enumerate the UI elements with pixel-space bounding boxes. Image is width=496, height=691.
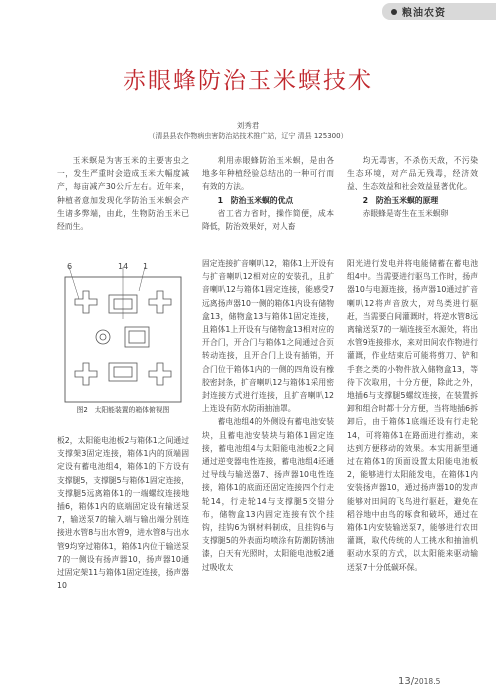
paragraph: 利用赤眼蜂防治玉米螟，是由各地多年种植经验总结出的一种可行而有效的方法。 <box>202 156 334 192</box>
column-bottom-left <box>57 434 189 592</box>
figure-label-1: 1 <box>143 262 149 271</box>
author: 刘秀君 <box>236 121 260 130</box>
article-title: 赤眼蜂防治玉米螟技术 <box>123 68 373 94</box>
column-top-middle <box>202 154 334 233</box>
figure-label-14: 14 <box>118 262 129 271</box>
column-bottom-right <box>347 257 478 574</box>
column-bottom-middle <box>202 257 334 574</box>
paragraph: 省工省力省时，操作简便，成本降低，防治效果好，对人畜 <box>202 208 334 232</box>
column-top-left <box>57 154 189 233</box>
figure-label-6: 6 <box>67 262 73 271</box>
paragraph: 阳光进行发电并将电能储蓄在蓄电池组4中。当需要进行驱鸟工作时，扬声器10与电源连接，扬声器10通过扩音喇叭12将声音放大，对鸟类进行驱赶，当需要白间灌溉时，将逆水管8远离输送泵7的一端连接至水源处，将出水管9连接排水，来对田间农作物进行灌溉，作业结束后可能将剪刀、铲和手套之类的小物件放入储物盒13，等待下次取用，十分方便，除此之外，地插6与支撑腿5螺纹连接，在装置拆卸和组合时都十分方便，当将地插6拆卸后，由于箱体1底端还设有行走轮14，可将箱体1在路面进行推动，来达到方便移动的效果。本实用新型通过在箱体1的顶面设置太阳能电池板2，能够进行太阳能发电，在箱体1内安装扬声器10，通过扬声器10的发声能够对田间的飞鸟进行驱赶，避免在稻谷地中由鸟的啄食和破坏，通过在箱体1内安装输送泵7，能够进行农田灌溉，取代传统的人工挑水和抽油机驱动水泵的方式，以太阳能来驱动输送泵7十分低碳环保。 <box>347 259 478 572</box>
section-heading: 2 防治玉米螟的原理 <box>362 195 439 205</box>
section-heading: 1 防治玉米螟的优点 <box>217 195 294 205</box>
paragraph: 赤眼蜂是寄生在玉米螟卵 <box>362 208 449 218</box>
affiliation: （清县县农作物病虫害防治站技术推广站，辽宁 清县 125300） <box>148 132 348 140</box>
figure-caption: 图2 太阳能装置的箱体俯视图 <box>76 406 170 414</box>
paragraph: 玉米螟是为害玉米的主要害虫之一，发生严重时会造成玉米大幅度减产，每亩减产30公斤左右。近年来，种植者意加发现化学防治玉米螟会产生诸多弊端，由此，生物防治玉米已经而生。 <box>57 156 189 232</box>
bullet-icon <box>391 9 397 15</box>
page-num: 13 <box>398 676 411 687</box>
section-badge <box>382 3 496 20</box>
paragraph: 蓄电池组4的外侧设有蓄电池安装块，且蓄电池安装块与箱体1固定连接，蓄电池组4与太阳能电池板2之间通过逆变器电性连接，蓄电池组4还通过导线与输送器7、扬声器10电性连接，箱体1的底面还固定连接四个行走轮14，行走轮14与支撑腿5交错分布，储物盒13内固定连接有饮个挂钩，挂钩6为钢材料制成，且挂钩6与支撑腿5的外表面均喷涂有防潮防锈油漆，白天有光照时，太阳能电池板2通过吸收太 <box>202 417 334 572</box>
column-top-right <box>347 154 478 220</box>
page-number: 13/2018.5 <box>398 676 441 687</box>
paragraph: 板2，太阳能电池板2与箱体1之间通过支撑架3固定连接，箱体1内的顶端固定设有蓄电池组4，箱体1的下方设有支撑腿5，支撑腿5与箱体1固定连接，支撑腿5远离箱体1的一端螺纹连接地插6，箱体1内的底端固定设有输送泵7，输送泵7的输入端与输出端分别连接进水管8与出水管9，进水管8与出水管9均穿过箱体1，箱体1内位于输送泵7的一侧设有扬声器10，扬声器10通过固定架11与箱体1固定连接，扬声器10 <box>57 436 189 591</box>
device-top-view-figure <box>59 259 187 417</box>
paragraph: 均无毒害，不杀伤天敌，不污染生态环境，对产品无残毒，经济效益、生态效益和社会效益显著优化。 <box>347 156 478 192</box>
paragraph: 固定连接扩音喇叭12，箱体1上开设有与扩音喇叭12相对应的安装孔，且扩音喇叭12与箱体1固定连接，能感受7远离扬声器10一侧的箱体1内设有储物盒13，储物盒13与箱体1固定连接，且箱体1上开设有与储物盒13相对应的开合门，开合门与箱体1之间通过合页转动连接，且开合门上设有插销，开合门位于箱体1内的一侧的四角设有橡胶密封条，扩音喇叭12与箱体1采用密封连接方式进行连接，且扩音喇叭12上连设有防水防雨抽油罩。 <box>202 259 334 414</box>
issue: 2018.5 <box>414 677 441 686</box>
section-tag: 粮油农资 <box>402 8 446 19</box>
